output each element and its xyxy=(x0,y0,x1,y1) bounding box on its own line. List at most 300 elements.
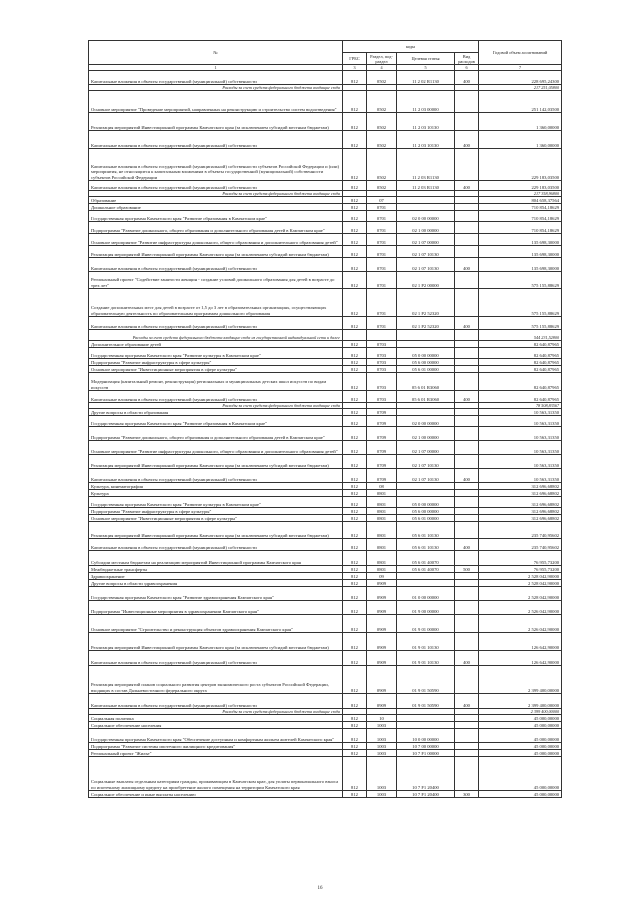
row-vr xyxy=(455,722,479,729)
row-vr xyxy=(455,441,479,455)
row-sum: 10 563,31350 xyxy=(479,416,562,427)
table-row xyxy=(89,497,562,508)
row-sum: 82 640,87965 xyxy=(479,348,562,359)
table-row xyxy=(89,483,562,490)
row-sum: 312 696,68802 xyxy=(479,497,562,508)
row-razdel: 0801 xyxy=(367,522,397,539)
row-grbs: 812 xyxy=(343,729,367,743)
row-grbs: 812 xyxy=(343,222,367,234)
row-csr xyxy=(397,715,455,722)
row-name: Дошкольное образование xyxy=(89,204,343,211)
federal-note-row xyxy=(89,330,562,341)
row-csr: 11 2 03 00000 xyxy=(397,91,455,113)
row-csr xyxy=(397,204,455,211)
row-vr: 400 xyxy=(455,258,479,272)
row-name: Межбюджетные трансферты xyxy=(89,566,343,573)
row-name: Капитальные вложения в объекты государственной (муниципальной) собственности xyxy=(89,131,343,149)
row-razdel: 1003 xyxy=(367,722,397,729)
row-csr: 02 1 00 00000 xyxy=(397,427,455,441)
row-razdel: 0909 xyxy=(367,651,397,666)
row-razdel: 0709 xyxy=(367,469,397,483)
row-grbs: 812 xyxy=(343,666,367,694)
row-sum: 312 696,68802 xyxy=(479,490,562,497)
header-row-top xyxy=(89,41,562,53)
row-csr: 11 2 03 R1130 xyxy=(397,181,455,191)
note-empty xyxy=(367,330,397,341)
row-grbs: 812 xyxy=(343,483,367,490)
row-name: Капитальные вложения в объекты государственной (муниципальной) собственности xyxy=(89,317,343,330)
row-vr xyxy=(455,633,479,651)
table-body xyxy=(89,71,562,798)
row-csr: 05 6 00 00000 xyxy=(397,359,455,366)
row-grbs: 812 xyxy=(343,71,367,85)
col-num: 7 xyxy=(479,65,562,71)
row-csr: 02 1 07 10130 xyxy=(397,246,455,258)
row-razdel: 0801 xyxy=(367,497,397,508)
row-razdel: 0502 xyxy=(367,181,397,191)
row-sum: 82 640,87965 xyxy=(479,366,562,373)
row-razdel: 0502 xyxy=(367,131,397,149)
row-vr xyxy=(455,750,479,757)
row-sum: 229 183,03500 xyxy=(479,181,562,191)
row-vr xyxy=(455,204,479,211)
table-row xyxy=(89,515,562,522)
row-vr xyxy=(455,149,479,181)
row-name: Подпрограмма "Развитие дошкольного, общего образования и дополнительного образования детей в Камчатском крае" xyxy=(89,427,343,441)
row-razdel: 1003 xyxy=(367,729,397,743)
row-vr: 400 xyxy=(455,317,479,330)
row-razdel: 1003 xyxy=(367,743,397,750)
row-razdel: 0709 xyxy=(367,441,397,455)
row-sum: 82 640,87965 xyxy=(479,391,562,403)
row-razdel: 1003 xyxy=(367,791,397,798)
header-grbs: ГРБС xyxy=(343,53,367,65)
row-razdel: 0801 xyxy=(367,508,397,515)
table-row xyxy=(89,651,562,666)
row-razdel: 07 xyxy=(367,197,397,204)
row-sum: 2 399 400,00000 xyxy=(479,694,562,709)
row-name: Капитальные вложения в объекты государственной (муниципальной) собственности xyxy=(89,469,343,483)
row-name: Региональный проект "Жилье" xyxy=(89,750,343,757)
row-razdel: 0909 xyxy=(367,580,397,587)
table-row xyxy=(89,272,562,289)
row-vr xyxy=(455,666,479,694)
row-razdel: 10 xyxy=(367,715,397,722)
row-grbs: 812 xyxy=(343,317,367,330)
table-row xyxy=(89,113,562,131)
row-razdel: 1003 xyxy=(367,757,397,791)
table-row xyxy=(89,373,562,391)
row-csr: 01 9 01 10130 xyxy=(397,651,455,666)
table-row xyxy=(89,91,562,113)
col-num: 6 xyxy=(455,65,479,71)
row-name: Реализация мероприятий планов социального развития центров экономического роста субъектов Российской Федерации, входящих в состав Дальневосточного федерального округа xyxy=(89,666,343,694)
row-name: Другие вопросы в области здравоохранения xyxy=(89,580,343,587)
row-razdel: 0801 xyxy=(367,490,397,497)
row-csr: 01 9 01 10130 xyxy=(397,633,455,651)
row-razdel: 0703 xyxy=(367,341,397,348)
row-name: Государственная программа Камчатского края "Обеспечение доступным и комфортным жильем жителей Камчатского края" xyxy=(89,729,343,743)
row-name: Социальные выплаты отдельным категориям граждан, проживающим в Камчатском крае, для уплаты первоначального взноса по ипотечному жилищному кредиту на приобретение жилого помещения на территории Камчатского края xyxy=(89,757,343,791)
row-name: Реализация мероприятий Инвестиционной программы Камчатского края (за исключением субсидий местным бюджетам) xyxy=(89,113,343,131)
row-razdel: 0703 xyxy=(367,348,397,359)
row-csr xyxy=(397,722,455,729)
table-row xyxy=(89,222,562,234)
row-grbs: 812 xyxy=(343,497,367,508)
row-vr: 400 xyxy=(455,694,479,709)
row-grbs: 812 xyxy=(343,373,367,391)
row-razdel: 0502 xyxy=(367,113,397,131)
row-name: Образование xyxy=(89,197,343,204)
row-vr xyxy=(455,497,479,508)
row-name: Дополнительное образование детей xyxy=(89,341,343,348)
row-grbs: 812 xyxy=(343,359,367,366)
row-sum: 575 155,88629 xyxy=(479,289,562,317)
row-vr xyxy=(455,222,479,234)
row-vr xyxy=(455,483,479,490)
row-vr xyxy=(455,522,479,539)
row-vr xyxy=(455,601,479,615)
row-sum: 82 640,87965 xyxy=(479,373,562,391)
row-grbs: 812 xyxy=(343,289,367,317)
row-razdel: 0701 xyxy=(367,204,397,211)
row-sum: 575 155,88629 xyxy=(479,317,562,330)
row-sum: 45 000,00000 xyxy=(479,750,562,757)
row-vr: 400 xyxy=(455,391,479,403)
row-grbs: 812 xyxy=(343,791,367,798)
row-name: Подпрограмма "Развитие системы ипотечного жилищного кредитования" xyxy=(89,743,343,750)
row-grbs: 812 xyxy=(343,490,367,497)
row-sum: 575 155,88629 xyxy=(479,272,562,289)
row-vr xyxy=(455,197,479,204)
row-sum: 1 360,00000 xyxy=(479,113,562,131)
table-row xyxy=(89,366,562,373)
row-grbs: 812 xyxy=(343,587,367,601)
row-sum: 45 000,00000 xyxy=(479,757,562,791)
table-row xyxy=(89,181,562,191)
row-razdel: 0909 xyxy=(367,694,397,709)
table-row xyxy=(89,441,562,455)
row-vr xyxy=(455,348,479,359)
row-sum: 710 854,18629 xyxy=(479,204,562,211)
row-vr: 400 xyxy=(455,71,479,85)
row-grbs: 812 xyxy=(343,91,367,113)
row-razdel: 0909 xyxy=(367,666,397,694)
table-row xyxy=(89,469,562,483)
row-grbs: 812 xyxy=(343,391,367,403)
note-text: Расходы за счет средств федерального бюджета входящие сюда xyxy=(89,191,343,197)
table-row xyxy=(89,455,562,469)
row-grbs: 812 xyxy=(343,522,367,539)
table-row xyxy=(89,757,562,791)
table-row xyxy=(89,601,562,615)
table-row xyxy=(89,722,562,729)
table-row xyxy=(89,149,562,181)
row-sum: 135 698,30000 xyxy=(479,246,562,258)
table-row xyxy=(89,341,562,348)
row-grbs: 812 xyxy=(343,258,367,272)
table-row xyxy=(89,573,562,580)
row-sum: 45 000,00000 xyxy=(479,715,562,722)
row-csr: 10 7 F1 00000 xyxy=(397,750,455,757)
row-grbs: 812 xyxy=(343,181,367,191)
table-row xyxy=(89,348,562,359)
row-razdel: 0703 xyxy=(367,359,397,366)
row-vr xyxy=(455,580,479,587)
row-csr: 02 1 00 00000 xyxy=(397,222,455,234)
row-csr xyxy=(397,197,455,204)
table-row xyxy=(89,743,562,750)
table-row xyxy=(89,409,562,416)
row-grbs: 812 xyxy=(343,409,367,416)
row-grbs: 812 xyxy=(343,566,367,573)
row-razdel: 0801 xyxy=(367,566,397,573)
row-name: Модернизация (капитальный ремонт, реконструкция) региональных и муниципальных детских школ искусств по видам искусств xyxy=(89,373,343,391)
row-vr xyxy=(455,743,479,750)
row-grbs: 812 xyxy=(343,211,367,222)
row-vr xyxy=(455,289,479,317)
row-sum: 82 640,87965 xyxy=(479,341,562,348)
row-name: Основное мероприятие "Инвестиционные мероприятия в сфере культуры" xyxy=(89,366,343,373)
row-sum: 10 563,31350 xyxy=(479,441,562,455)
row-grbs: 812 xyxy=(343,601,367,615)
row-razdel: 0701 xyxy=(367,234,397,246)
row-csr: 01 9 01 00000 xyxy=(397,615,455,633)
row-name: Подпрограмма "Развитие инфраструктуры в сфере культуры" xyxy=(89,359,343,366)
table-row xyxy=(89,539,562,551)
table-row xyxy=(89,258,562,272)
row-name: Государственная программа Камчатского края "Развитие культуры в Камчатском крае" xyxy=(89,348,343,359)
row-name: Подпрограмма "Развитие дошкольного, общего образования и дополнительного образования детей в Камчатском крае" xyxy=(89,222,343,234)
row-vr xyxy=(455,729,479,743)
row-grbs: 812 xyxy=(343,722,367,729)
header-name: № xyxy=(89,41,343,65)
table-row xyxy=(89,566,562,573)
note-sum: 78 508,83567 xyxy=(479,403,562,409)
budget-table xyxy=(88,40,562,798)
row-vr: 300 xyxy=(455,791,479,798)
row-csr: 01 9 01 50590 xyxy=(397,666,455,694)
row-grbs: 812 xyxy=(343,580,367,587)
table-row xyxy=(89,587,562,601)
row-razdel: 08 xyxy=(367,483,397,490)
table-row xyxy=(89,246,562,258)
row-name: Здравоохранение xyxy=(89,573,343,580)
row-vr: 400 xyxy=(455,131,479,149)
row-vr xyxy=(455,573,479,580)
note-text: Расходы за счет средств федерального бюджета входящие сюда xyxy=(89,709,343,715)
row-vr xyxy=(455,416,479,427)
note-sum: 544 231,52800 xyxy=(479,330,562,341)
row-razdel: 0909 xyxy=(367,601,397,615)
row-csr: 05 6 01 40070 xyxy=(397,566,455,573)
row-grbs: 812 xyxy=(343,743,367,750)
row-sum: 2 526 042,90000 xyxy=(479,615,562,633)
row-csr: 11 2 02 R1130 xyxy=(397,71,455,85)
row-name: Капитальные вложения в объекты государственной (муниципальной) собственности xyxy=(89,539,343,551)
row-grbs: 812 xyxy=(343,694,367,709)
row-csr: 05 6 01 10130 xyxy=(397,522,455,539)
row-csr: 02 0 00 00000 xyxy=(397,211,455,222)
table-row xyxy=(89,131,562,149)
row-csr: 02 1 07 10130 xyxy=(397,258,455,272)
table-row xyxy=(89,522,562,539)
row-grbs: 812 xyxy=(343,113,367,131)
header-razdel: Раздел, под-раздел xyxy=(367,53,397,65)
note-sum: 217 251,05800 xyxy=(479,85,562,91)
row-vr xyxy=(455,427,479,441)
header-codes-group: коды xyxy=(343,41,479,53)
table-row xyxy=(89,427,562,441)
row-csr: 10 7 F1 20400 xyxy=(397,757,455,791)
row-razdel: 0703 xyxy=(367,373,397,391)
row-vr xyxy=(455,490,479,497)
row-razdel: 0502 xyxy=(367,71,397,85)
row-csr: 02 0 00 00000 xyxy=(397,416,455,427)
row-razdel: 0709 xyxy=(367,427,397,441)
row-razdel: 0701 xyxy=(367,317,397,330)
row-sum: 228 695,24300 xyxy=(479,71,562,85)
row-razdel: 0909 xyxy=(367,587,397,601)
row-csr: 10 0 00 00000 xyxy=(397,729,455,743)
row-vr xyxy=(455,211,479,222)
row-sum: 45 000,00000 xyxy=(479,743,562,750)
table-row xyxy=(89,580,562,587)
row-sum: 312 696,68802 xyxy=(479,515,562,522)
row-razdel: 0502 xyxy=(367,91,397,113)
row-name: Подпрограмма "Развитие инфраструктуры в сфере культуры" xyxy=(89,508,343,515)
table-row xyxy=(89,490,562,497)
row-name: Основное мероприятие "Инвестиционные мероприятия в сфере культуры" xyxy=(89,515,343,522)
row-vr xyxy=(455,246,479,258)
row-sum: 312 696,68802 xyxy=(479,508,562,515)
table-row xyxy=(89,666,562,694)
row-grbs: 812 xyxy=(343,757,367,791)
row-name: Основное мероприятие "Развитие инфраструктуры дошкольного, общего образования и дополнительного образования детей" xyxy=(89,234,343,246)
row-razdel: 0701 xyxy=(367,289,397,317)
row-csr: 01 0 00 00000 xyxy=(397,587,455,601)
row-grbs: 812 xyxy=(343,455,367,469)
row-vr: 400 xyxy=(455,181,479,191)
row-csr xyxy=(397,409,455,416)
row-name: Реализация мероприятий Инвестиционной программы Камчатского края (за исключением субсидий местным бюджетам) xyxy=(89,246,343,258)
note-empty xyxy=(455,330,479,341)
row-csr: 02 1 07 00000 xyxy=(397,441,455,455)
row-sum: 251 142,03500 xyxy=(479,91,562,113)
row-grbs: 812 xyxy=(343,149,367,181)
row-csr: 05 6 01 00000 xyxy=(397,515,455,522)
row-razdel: 0801 xyxy=(367,515,397,522)
row-razdel: 0701 xyxy=(367,246,397,258)
table-row xyxy=(89,694,562,709)
row-vr xyxy=(455,515,479,522)
table-row xyxy=(89,615,562,633)
table-row xyxy=(89,359,562,366)
row-name: Создание дополнительных мест для детей в возрасте от 1,5 до 3 лет в образовательных организациях, осуществляющих образовательную деятельность по образовательным программам дошкольного образования xyxy=(89,289,343,317)
header-csr: Целевая статья xyxy=(397,53,455,65)
row-csr: 05 0 00 00000 xyxy=(397,348,455,359)
row-razdel: 0703 xyxy=(367,391,397,403)
row-grbs: 812 xyxy=(343,427,367,441)
row-grbs: 812 xyxy=(343,515,367,522)
row-sum: 126 642,90000 xyxy=(479,633,562,651)
row-sum: 76 955,73200 xyxy=(479,551,562,566)
row-sum: 2 399 400,00000 xyxy=(479,666,562,694)
row-vr: 500 xyxy=(455,566,479,573)
row-name: Капитальные вложения в объекты государственной (муниципальной) собственности xyxy=(89,71,343,85)
row-sum: 76 955,73200 xyxy=(479,566,562,573)
row-sum: 135 698,30000 xyxy=(479,234,562,246)
row-grbs: 812 xyxy=(343,234,367,246)
row-name: Государственная программа Камчатского края "Развитие образования в Камчатском крае" xyxy=(89,211,343,222)
row-csr: 01 9 01 50590 xyxy=(397,694,455,709)
budget-sheet xyxy=(88,40,561,866)
table-row xyxy=(89,750,562,757)
row-sum: 710 854,18629 xyxy=(479,211,562,222)
row-csr: 11 2 03 10130 xyxy=(397,113,455,131)
table-row xyxy=(89,211,562,222)
header-sum: Годовой объем ассигнований xyxy=(479,41,562,65)
row-sum: 312 696,68802 xyxy=(479,483,562,490)
row-name: Капитальные вложения в объекты государственной (муниципальной) собственности xyxy=(89,181,343,191)
row-csr: 05 6 01 40070 xyxy=(397,551,455,566)
table-row xyxy=(89,71,562,85)
row-razdel: 09 xyxy=(367,573,397,580)
note-empty xyxy=(397,330,455,341)
row-sum: 10 563,31350 xyxy=(479,409,562,416)
row-csr: 05 6 01 R3060 xyxy=(397,391,455,403)
row-name: Реализация мероприятий Инвестиционной программы Камчатского края (за исключением субсидий местным бюджетам) xyxy=(89,522,343,539)
row-grbs: 812 xyxy=(343,750,367,757)
row-vr xyxy=(455,615,479,633)
row-razdel: 0709 xyxy=(367,455,397,469)
row-csr: 10 7 F1 20400 xyxy=(397,791,455,798)
row-name: Культура, кинематография xyxy=(89,483,343,490)
row-vr xyxy=(455,234,479,246)
row-razdel: 0703 xyxy=(367,366,397,373)
row-vr xyxy=(455,409,479,416)
row-vr xyxy=(455,455,479,469)
table-row xyxy=(89,317,562,330)
note-empty xyxy=(343,330,367,341)
table-row xyxy=(89,715,562,722)
row-sum: 235 740,95602 xyxy=(479,522,562,539)
row-sum: 45 000,00000 xyxy=(479,722,562,729)
row-sum: 2 528 042,90000 xyxy=(479,580,562,587)
row-razdel: 0909 xyxy=(367,633,397,651)
row-csr: 05 6 01 00000 xyxy=(397,366,455,373)
note-text: Расходы за счет средств федерального бюджета входящие сюда из государственной индивидуальной сети и далее xyxy=(89,330,343,341)
row-csr: 05 6 01 10130 xyxy=(397,539,455,551)
row-sum: 126 642,90000 xyxy=(479,651,562,666)
col-num: 1 xyxy=(89,65,343,71)
row-csr: 05 6 01 R3060 xyxy=(397,373,455,391)
row-grbs: 812 xyxy=(343,348,367,359)
row-csr: 02 1 07 00000 xyxy=(397,234,455,246)
row-sum: 2 528 042,90000 xyxy=(479,573,562,580)
row-sum: 804 658,37564 xyxy=(479,197,562,204)
header-vr: Вид расходов xyxy=(455,53,479,65)
row-vr xyxy=(455,508,479,515)
row-grbs: 812 xyxy=(343,341,367,348)
row-razdel: 0701 xyxy=(367,258,397,272)
table-row xyxy=(89,508,562,515)
row-razdel: 0701 xyxy=(367,272,397,289)
row-vr xyxy=(455,551,479,566)
row-grbs: 812 xyxy=(343,715,367,722)
col-num: 3 xyxy=(343,65,367,71)
row-grbs: 812 xyxy=(343,416,367,427)
